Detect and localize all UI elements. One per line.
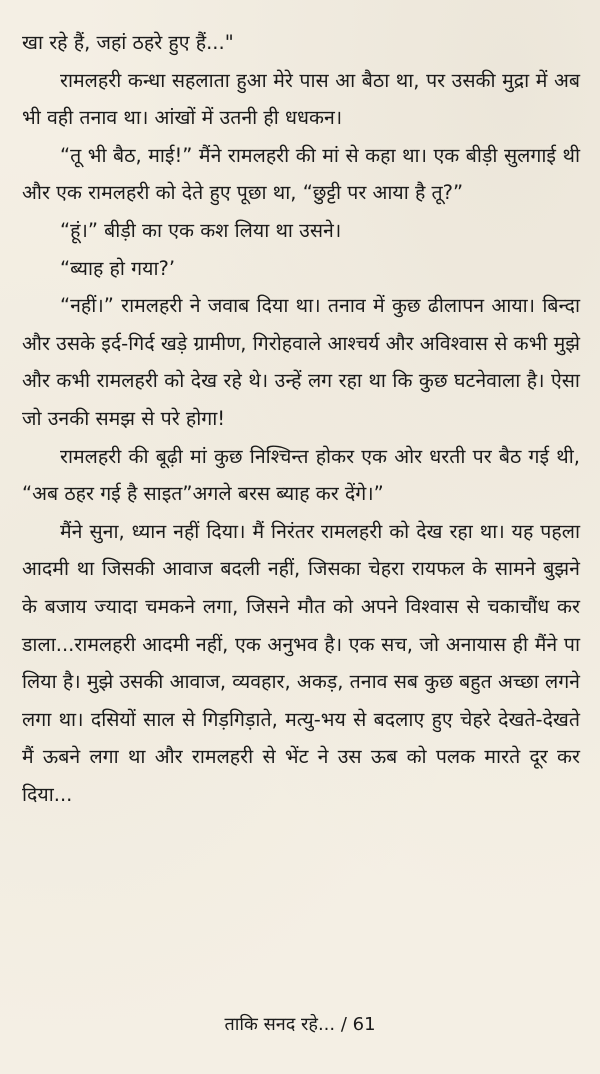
paragraph: “तू भी बैठ, माई!” मैंने रामलहरी की मां से कहा था। एक बीड़ी सुलगाई थी और एक रामलहरी को देते हुए पूछा था, “छुट्टी पर आया है तू?”: [22, 143, 580, 205]
page-body: [22, 24, 580, 813]
paragraph: रामलहरी की बूढ़ी मां कुछ निश्चिन्त होकर एक ओर धरती पर बैठ गई थी, “अब ठहर गई है साइत”अगले बरस ब्याह कर देंगे।”: [22, 444, 580, 506]
paragraph: “ब्याह हो गया?’: [60, 256, 176, 280]
page-footer: [0, 1012, 600, 1036]
paragraph: “नहीं।” रामलहरी ने जवाब दिया था। तनाव में कुछ ढीलापन आया। बिन्दा और उसके इर्द-गिर्द खड़े ग्रामीण, गिरोहवाले आश्चर्य और अविश्वास से कभी मुझे और कभी रामलहरी को देख रहे थे। उन्हें लग रहा था कि कुछ घटनेवाला है। ऐसा जो उनकी समझ से परे होगा!: [22, 294, 580, 430]
paragraph: रामलहरी कन्धा सहलाता हुआ मेरे पास आ बैठा था, पर उसकी मुद्रा में अब भी वही तनाव था। आंखों में उतनी ही धधकन।: [22, 68, 580, 130]
paragraph: “हूं।” बीड़ी का एक कश लिया था उसने।: [60, 218, 342, 242]
paragraph-continuation: खा रहे हैं, जहां ठहरे हुए हैं...": [22, 31, 234, 54]
running-title-page-number: ताकि सनद रहे... / 61: [224, 1014, 376, 1035]
paragraph: मैंने सुना, ध्यान नहीं दिया। मैं निरंतर रामलहरी को देख रहा था। यह पहला आदमी था जिसकी आवाज बदली नहीं, जिसका चेहरा रायफल के सामने बुझने के बजाय ज्यादा चमकने लगा, जिसने मौत को अपने विश्वास से चकाचौंध कर डाला...रामलहरी आदमी नहीं, एक अनुभव है। एक सच, जो अनायास ही मैंने पा लिया है। मुझे उसकी आवाज, व्यवहार, अकड़, तनाव सब कुछ बहुत अच्छा लगने लगा था। दसियों साल से गिड़गिड़ाते, मत्यु-भय से बदलाए हुए चेहरे देखते-देखते मैं ऊबने लगा था और रामलहरी से भेंट ने उस ऊब को पलक मारते दूर कर दिया...: [22, 519, 580, 806]
